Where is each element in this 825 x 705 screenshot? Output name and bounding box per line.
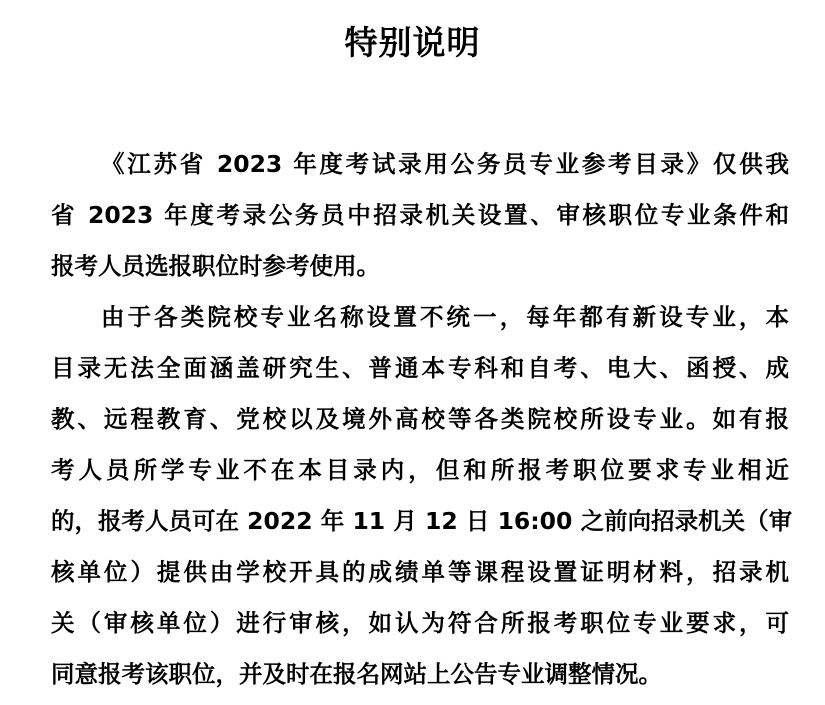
paragraph-2-line-2: 目录无法全面涵盖研究生、普通本专科和自考、电大、函授、成 bbox=[51, 354, 789, 382]
paragraph-1-line-1: 《江苏省 2023 年度考试录用公务员专业参考目录》仅供我 bbox=[101, 150, 789, 178]
document-title: 特别说明 bbox=[344, 23, 481, 62]
paragraph-2-line-6: 核单位）提供由学校开具的成绩单等课程设置证明材料，招录机 bbox=[51, 558, 789, 586]
paragraph-1 bbox=[51, 139, 789, 292]
paragraph-2 bbox=[51, 292, 793, 700]
paragraph-2-line-8: 同意报考该职位，并及时在报名网站上公告专业调整情况。 bbox=[51, 660, 662, 688]
paragraph-2-line-1: 由于各类院校专业名称设置不统一，每年都有新设专业，本 bbox=[101, 303, 789, 331]
paragraph-2-line-4: 考人员所学专业不在本目录内，但和所报考职位要求专业相近 bbox=[51, 456, 789, 484]
paragraph-2-line-5: 的，报考人员可在 2022 年 11 月 12 日 16:00 之前向招录机关（审 bbox=[51, 507, 793, 535]
paragraph-2-line-3: 教、远程教育、党校以及境外高校等各类院校所设专业。如有报 bbox=[51, 405, 789, 433]
paragraph-2-line-7: 关（审核单位）进行审核，如认为符合所报考职位专业要求，可 bbox=[51, 609, 789, 637]
document-body bbox=[51, 139, 793, 700]
paragraph-1-line-2: 省 2023 年度考录公务员中招录机关设置、审核职位专业条件和 bbox=[51, 201, 789, 229]
paragraph-1-line-3: 报考人员选报职位时参考使用。 bbox=[51, 252, 380, 280]
